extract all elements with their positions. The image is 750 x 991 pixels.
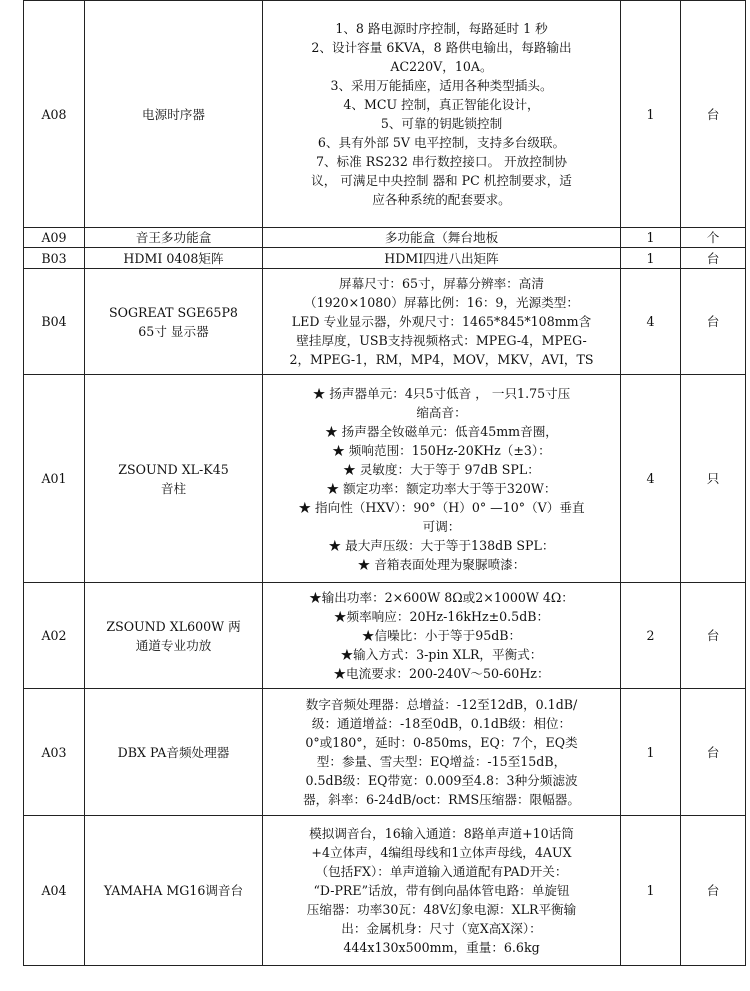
item-unit-cell: 台 (681, 583, 746, 689)
item-spec-line: （1920×1080）屏幕比例：16：9，光源类型： (303, 295, 579, 310)
item-spec-line: 应各种系统的配套要求。 (372, 192, 511, 207)
table-row (24, 269, 746, 375)
item-spec-line: ★频率响应：20Hz-16kHz±0.5dB： (333, 609, 550, 624)
item-spec-line: AC220V，10A。 (390, 59, 493, 74)
item-spec-line: ★ 扬声器单元：4只5寸低音 ， 一只1.75寸压 (312, 385, 571, 401)
item-qty-cell: 1 (621, 689, 681, 816)
item-code-cell: A08 (24, 1, 85, 228)
item-name-cell (85, 375, 263, 583)
item-spec-line: 缩高音： (416, 404, 467, 420)
item-spec-line: +4立体声，4编组母线和1立体声母线，4AUX (311, 845, 572, 860)
table-row (24, 375, 746, 583)
item-name-line: HDMI 0408矩阵 (123, 250, 224, 266)
item-spec-line: 0.5dB级：EQ带宽：0.009至4.8：3种分频滤波 (305, 773, 578, 788)
table-row (24, 816, 746, 966)
item-qty-cell: 1 (621, 1, 681, 228)
item-spec-line: 压缩器：功率30瓦：48V幻象电源：XLR平衡输 (306, 902, 577, 917)
item-spec-line: ★输出功率：2×600W 8Ω或2×1000W 4Ω： (309, 590, 574, 605)
item-name-cell (85, 689, 263, 816)
item-spec-line: “D-PRE”话放，带有倒向晶体管电路：单旋钮 (313, 883, 570, 898)
item-code-cell: A09 (24, 228, 85, 248)
item-name-cell (85, 248, 263, 269)
item-code-cell: A04 (24, 816, 85, 966)
item-qty-cell: 2 (621, 583, 681, 689)
table-row (24, 689, 746, 816)
table-row (24, 583, 746, 689)
item-spec-cell (263, 583, 621, 689)
item-spec-cell (263, 375, 621, 583)
item-spec-line: 2，MPEG-1，RM，MP4，MOV，MKV，AVI，TS (289, 352, 594, 367)
item-spec-line: 6、具有外部 5V 电平控制，支持多台级联。 (317, 135, 566, 150)
item-spec-line: 7、标准 RS232 串行数控接口。 开放控制协 (315, 154, 568, 169)
item-spec-line: （包括FX）：单声道输入通道配有PAD开关： (315, 864, 568, 879)
item-name-cell (85, 269, 263, 375)
item-unit-cell: 台 (681, 248, 746, 269)
item-spec-line: HDMI四进八出矩阵 (384, 250, 499, 266)
item-qty-cell: 4 (621, 375, 681, 583)
item-qty-cell: 1 (621, 248, 681, 269)
item-code-cell: A01 (24, 375, 85, 583)
item-name-cell (85, 583, 263, 689)
item-spec-line: 议， 可满足中央控制 器和 PC 机控制要求，适 (311, 173, 572, 188)
item-qty-cell: 4 (621, 269, 681, 375)
item-qty-cell: 1 (621, 816, 681, 966)
item-code-cell: B04 (24, 269, 85, 375)
item-name-line: SOGREAT SGE65P8 (109, 304, 238, 320)
item-name-line: ZSOUND XL600W 两 (106, 618, 241, 634)
item-spec-line: ★ 音箱表面处理为聚脲喷漆： (357, 556, 526, 572)
item-spec-line: ★信噪比：小于等于95dB： (361, 628, 522, 643)
item-code-cell: A03 (24, 689, 85, 816)
item-spec-line: 0°或180°，延时：0-850ms，EQ：7个，EQ类 (305, 735, 578, 750)
item-name-cell (85, 1, 263, 228)
item-spec-line: 壁挂厚度，USB支持视频格式：MPEG-4，MPEG- (296, 333, 587, 348)
item-name-line: ZSOUND XL-K45 (118, 461, 229, 477)
item-name-cell (85, 816, 263, 966)
item-spec-cell (263, 269, 621, 375)
item-spec-line: 444x130x500mm，重量：6.6kg (343, 940, 540, 955)
item-name-line: DBX PA音频处理器 (117, 744, 230, 760)
item-name-line: 电源时序器 (142, 106, 205, 122)
item-spec-line: 数字音频处理器：总增益：-12至12dB，0.1dB/ (305, 697, 578, 712)
item-spec-line: 4、MCU 控制，真正智能化设计， (343, 97, 540, 112)
item-spec-line: ★ 扬声器全钕磁单元：低音45mm音圈， (325, 423, 558, 439)
item-spec-line: 多功能盒（舞台地板 (384, 230, 499, 245)
item-spec-line: 型：参量、雪夫型：EQ增益：-15至15dB， (316, 754, 567, 769)
item-spec-line: 屏幕尺寸：65寸，屏幕分辨率：高清 (339, 276, 544, 291)
item-spec-line: ★ 指向性（HXV）：90°（H）0° —10°（V）垂直 (298, 499, 585, 515)
item-unit-cell: 台 (681, 1, 746, 228)
item-spec-line: 模拟调音台，16输入通道：8路单声道+10话筒 (309, 826, 574, 841)
item-spec-line: ★输入方式：3-pin XLR，平衡式： (340, 647, 543, 662)
item-spec-line: 5、可靠的钥匙锁控制 (380, 116, 503, 131)
item-qty-cell: 1 (621, 228, 681, 248)
table-row (24, 248, 746, 269)
item-code-cell: A02 (24, 583, 85, 689)
item-name-cell (85, 228, 263, 248)
item-name-line: 通道专业功放 (135, 637, 212, 653)
item-spec-cell (263, 228, 621, 248)
item-spec-line: 出：金属机身：尺寸（宽X高X深）： (341, 921, 542, 936)
item-spec-line: 1、8 路电源时序控制，每路延时 1 秒 (335, 21, 548, 36)
item-spec-line: ★ 频响范围：150Hz-20KHz（±3）： (332, 442, 551, 458)
item-spec-line: ★ 最大声压级：大于等于138dB SPL： (328, 537, 555, 553)
item-name-line: 65寸 显示器 (138, 323, 209, 339)
item-spec-cell (263, 248, 621, 269)
item-name-line: YAMAHA MG16调音台 (103, 883, 244, 898)
table-row (24, 1, 746, 228)
item-name-line: 音柱 (160, 480, 187, 496)
table-row (24, 228, 746, 248)
item-spec-line: 2、设计容量 6KVA，8 路供电输出，每路输出 (311, 40, 572, 55)
item-spec-line: ★电流要求：200-240V～50-60Hz： (333, 666, 550, 681)
item-unit-cell: 台 (681, 689, 746, 816)
item-spec-line: ★ 额定功率：额定功率大于等于320W： (326, 480, 557, 496)
item-spec-cell (263, 689, 621, 816)
item-spec-line: 级：通道增益：-18至0dB，0.1dB级：相位： (311, 716, 572, 731)
item-spec-line: LED 专业显示器，外观尺寸：1465*845*108mm含 (291, 314, 592, 329)
item-spec-line: 可调： (422, 518, 461, 534)
item-unit-cell: 台 (681, 816, 746, 966)
item-unit-cell: 只 (681, 375, 746, 583)
item-unit-cell: 个 (681, 228, 746, 248)
equipment-table (23, 0, 746, 966)
item-code-cell: B03 (24, 248, 85, 269)
item-spec-cell (263, 816, 621, 966)
item-unit-cell: 台 (681, 269, 746, 375)
item-name-line: 音王多功能盒 (135, 230, 212, 245)
item-spec-line: ★ 灵敏度：大于等于 97dB SPL： (343, 461, 540, 477)
item-spec-line: 器，斜率：6-24dB/oct：RMS压缩器：限幅器。 (303, 792, 580, 807)
item-spec-cell (263, 1, 621, 228)
item-spec-line: 3、采用万能插座，适用各种类型插头。 (330, 78, 553, 93)
